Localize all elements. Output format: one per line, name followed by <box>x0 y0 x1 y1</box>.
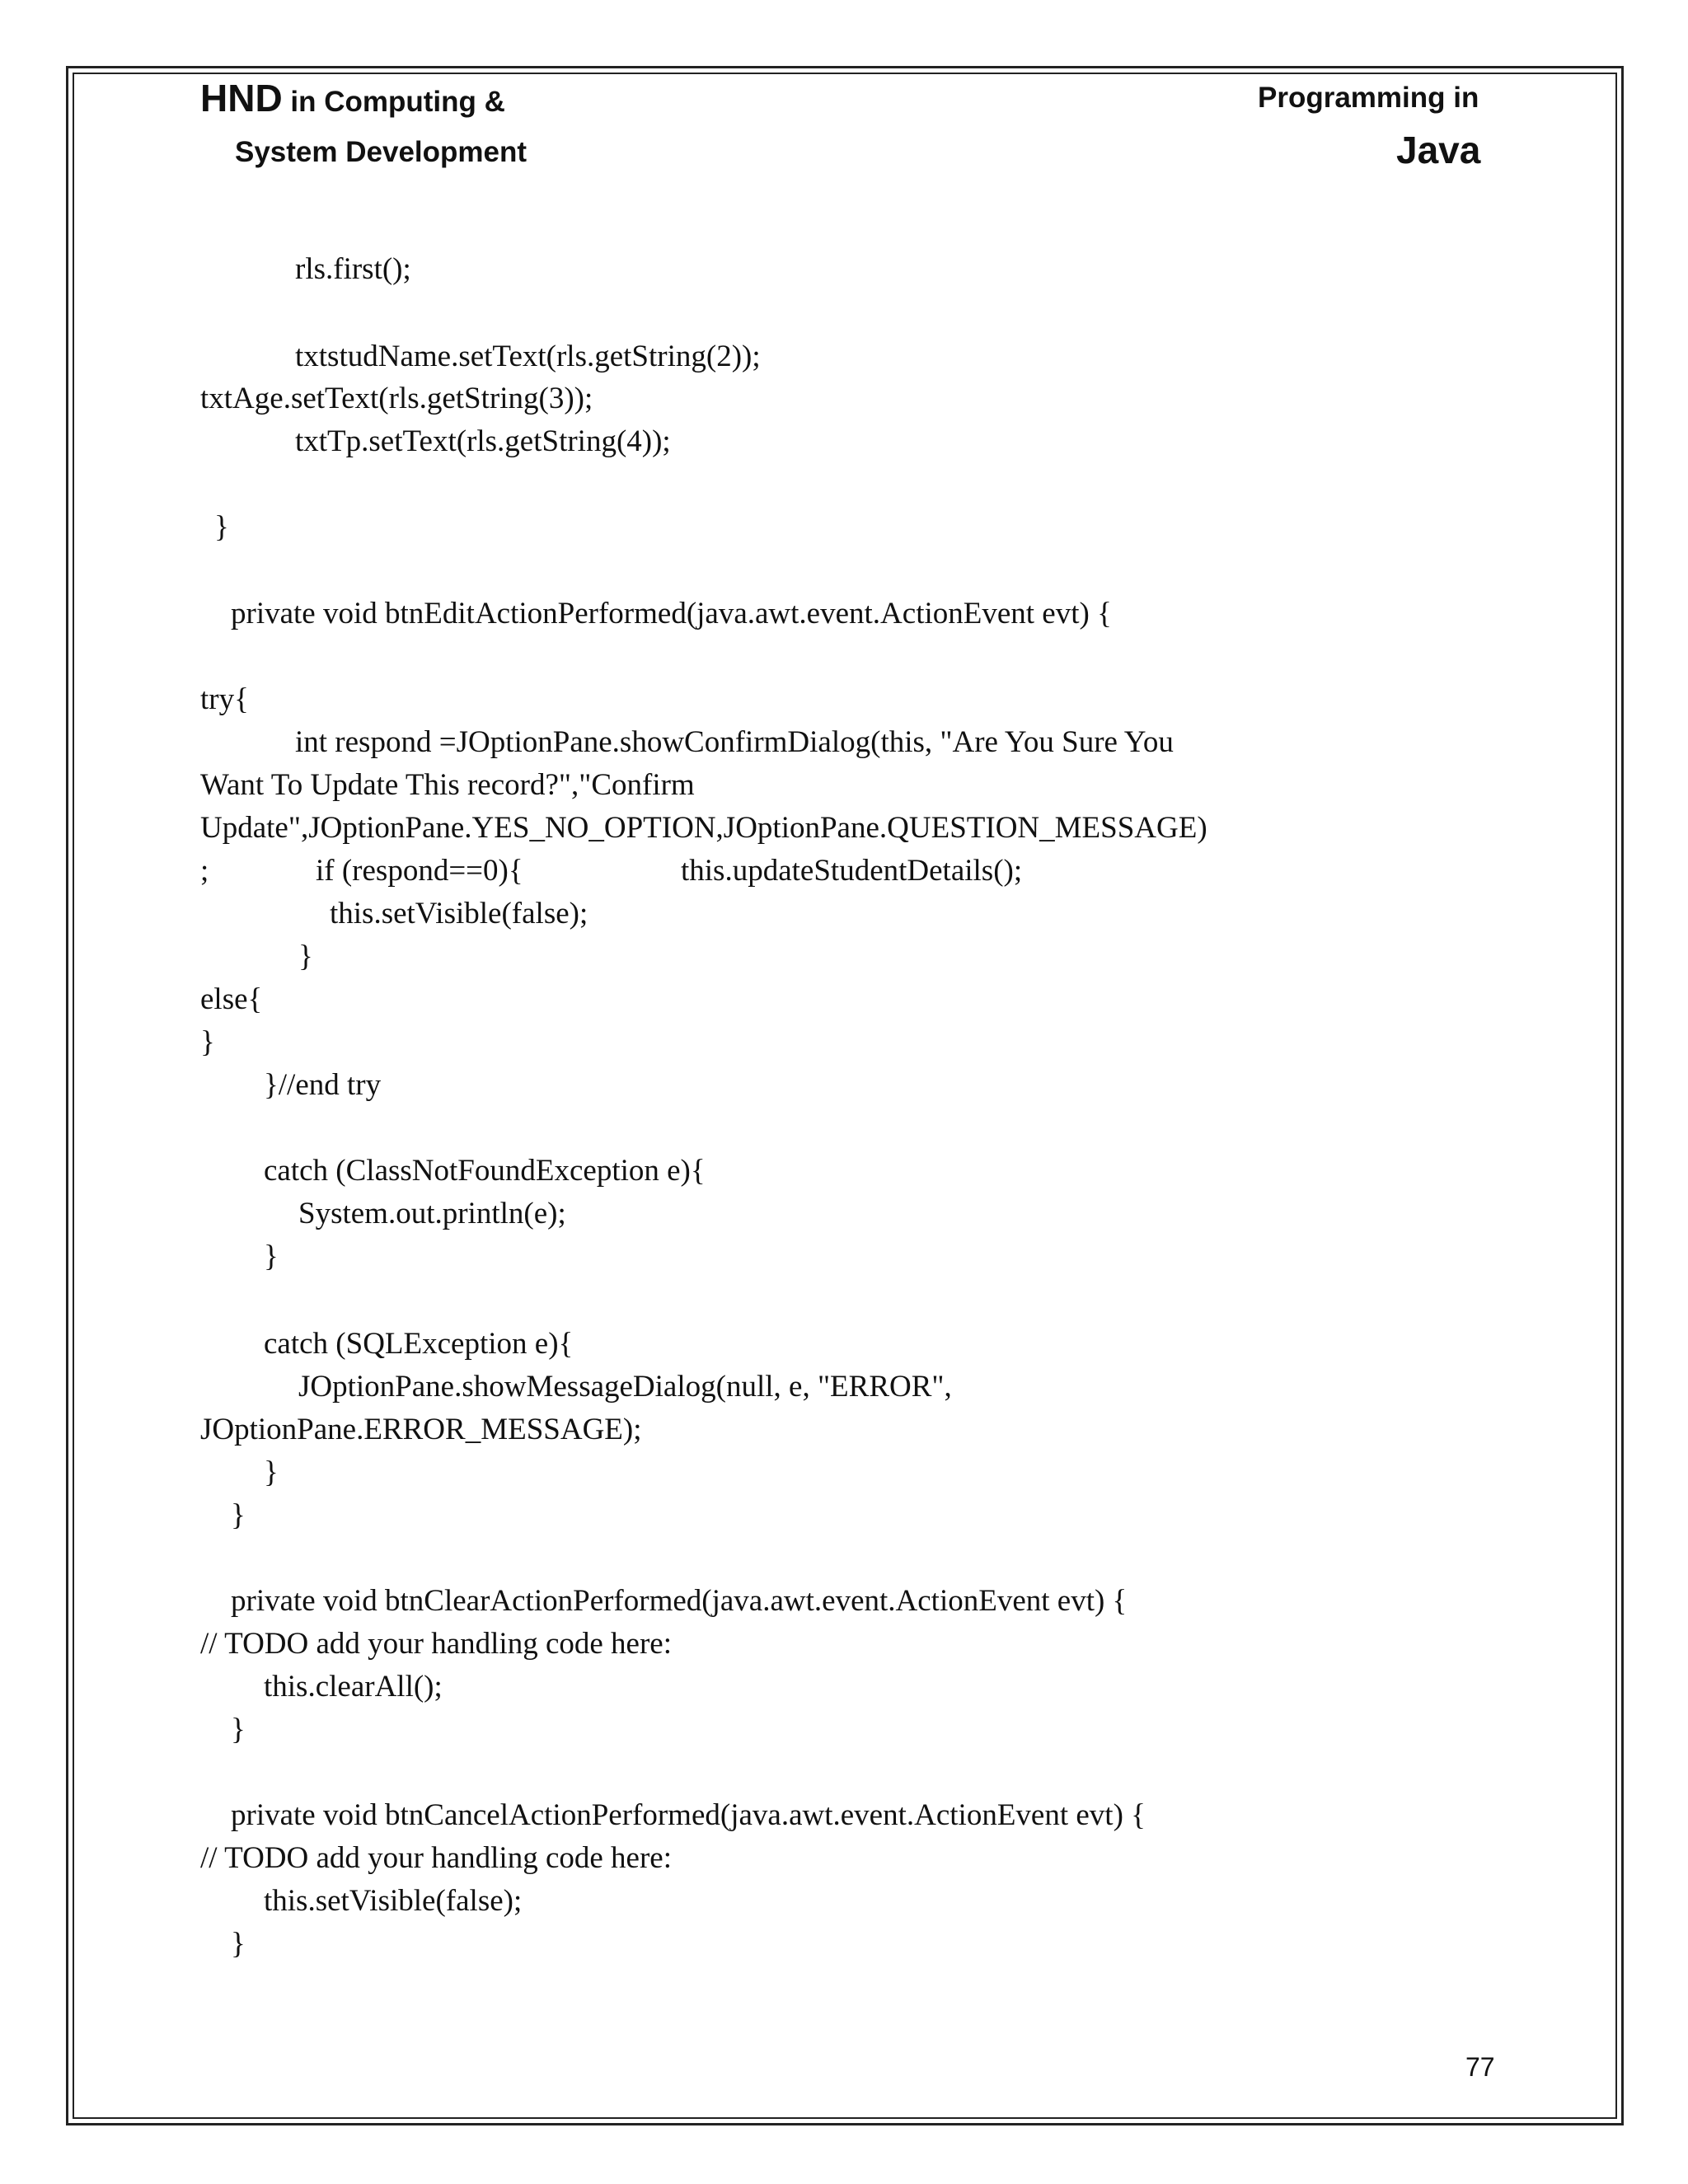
code-line: Want To Update This record?","Confirm <box>200 768 695 802</box>
header-subject-line2: Java <box>1396 129 1481 171</box>
code-line: txtAge.setText(rls.getString(3)); <box>200 382 593 415</box>
code-line: this.updateStudentDetails(); <box>681 854 1023 888</box>
code-line: private void btnCancelActionPerformed(java.awt.event.ActionEvent evt) { <box>231 1798 1146 1832</box>
code-line: JOptionPane.showMessageDialog(null, e, "ERROR", <box>298 1370 952 1404</box>
header-course-line2: System Development <box>235 136 528 168</box>
code-line: }//end try <box>264 1068 382 1102</box>
code-line: // TODO add your handling code here: <box>200 1841 673 1875</box>
code-line: rls.first(); <box>295 252 411 286</box>
code-line: } <box>214 510 229 544</box>
code-line: } <box>231 1927 246 1961</box>
code-line: txtstudName.setText(rls.getString(2)); <box>295 340 761 373</box>
header-hnd: HND <box>200 77 283 120</box>
header-course-line1 <box>200 76 505 120</box>
page-number: 77 <box>1465 2052 1495 2082</box>
code-line: } <box>231 1498 246 1532</box>
code-line: try{ <box>200 682 249 716</box>
code-line: // TODO add your handling code here: <box>200 1627 673 1661</box>
code-line: catch (ClassNotFoundException e){ <box>264 1154 706 1188</box>
code-line: JOptionPane.ERROR_MESSAGE); <box>200 1413 642 1446</box>
code-line: private void btnEditActionPerformed(java.awt.event.ActionEvent evt) { <box>231 597 1112 630</box>
code-line: System.out.println(e); <box>298 1197 566 1230</box>
code-line: } <box>264 1240 279 1273</box>
code-line: txtTp.setText(rls.getString(4)); <box>295 424 671 458</box>
code-line: } <box>298 940 313 973</box>
code-line: } <box>264 1455 279 1489</box>
code-line: ; <box>200 854 209 888</box>
code-line: private void btnClearActionPerformed(java.awt.event.ActionEvent evt) { <box>231 1584 1128 1618</box>
code-line: } <box>200 1025 215 1059</box>
code-line: if (respond==0){ <box>316 854 523 888</box>
code-line: int respond =JOptionPane.showConfirmDialog(this, "Are You Sure You <box>295 725 1174 759</box>
code-line: this.setVisible(false); <box>264 1884 523 1918</box>
code-line: else{ <box>200 982 263 1016</box>
code-line: } <box>231 1713 246 1746</box>
code-line: Update",JOptionPane.YES_NO_OPTION,JOptionPane.QUESTION_MESSAGE) <box>200 811 1207 845</box>
header-in-computing: in Computing & <box>282 86 505 118</box>
code-line: catch (SQLException e){ <box>264 1327 574 1361</box>
code-line: this.clearAll(); <box>264 1670 443 1704</box>
code-line: this.setVisible(false); <box>330 897 588 930</box>
header-subject-line1: Programming in <box>1258 82 1479 114</box>
